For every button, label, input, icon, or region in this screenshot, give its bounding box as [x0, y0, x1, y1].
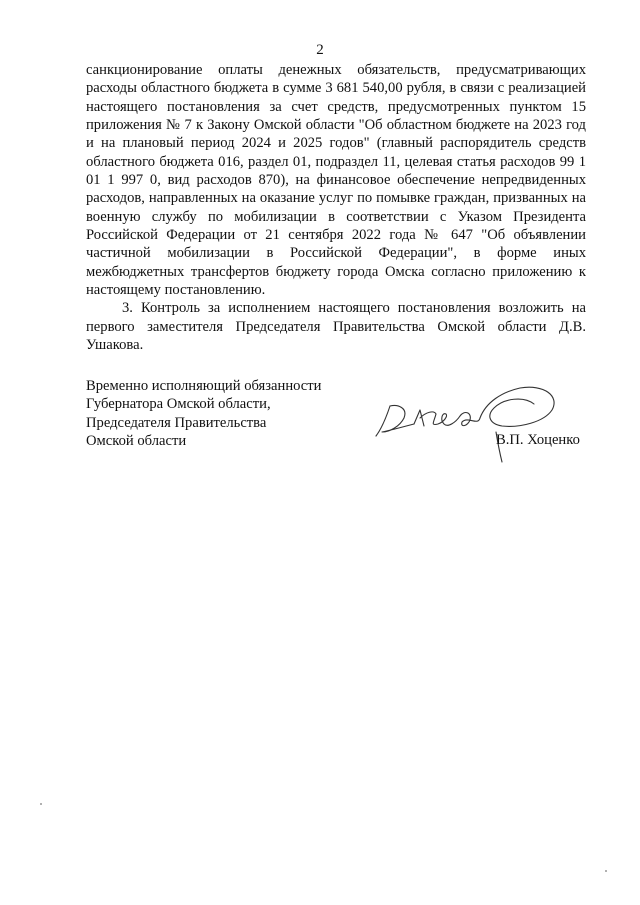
- signatory-position-line: Омской области: [86, 432, 187, 449]
- signatory-position-line: Губернатора Омской области,: [86, 396, 271, 413]
- signer-name: В.П. Хоценко: [496, 432, 580, 448]
- page-number: 2: [316, 42, 324, 58]
- handwritten-signature: [368, 366, 568, 466]
- paragraph-control-assignment: 3. Контроль за исполнением настоящего постановления возложить на первого заместителя Председателя Правительства Омской области Д.В. Ушакова.: [86, 300, 586, 354]
- paragraph-funding-authorization: санкционирование оплаты денежных обязательств, предусматривающих расходы областного бюджета в сумме 3 681 540,00 рубля, в связи с реализацией настоящего постановления за счет средств, предусмотренных пунктом 15 приложения № 7 к Закону Омской области "Об областном бюджете на 2023 год и на плановый период 2024 и 2025 годов" (главный распорядитель средств областного бюджета 016, раздел 01, подраздел 11, целевая статья расходов 99 1 01 1 997 0, вид расходов 870), на финансовое обеспечение непредвиденных расходов, направленных на оказание услуг по помывке граждан, призванных на военную службу по мобилизации в соответствии с Указом Президента Российской Федерации от 21 сентября 2022 года № 647 "Об объявлении частичной мобилизации в Российской Федерации", в форме иных межбюджетных трансфертов бюджету города Омска согласно приложению к настоящему постановлению.: [86, 62, 586, 299]
- scan-artifact-dot: [40, 803, 42, 805]
- document-body: [86, 61, 586, 355]
- scan-artifact-dot: [605, 870, 607, 872]
- signatory-position-line: Временно исполняющий обязанности: [86, 378, 322, 394]
- signatory-position-line: Председателя Правительства: [86, 414, 267, 431]
- signatory-position: [86, 377, 321, 450]
